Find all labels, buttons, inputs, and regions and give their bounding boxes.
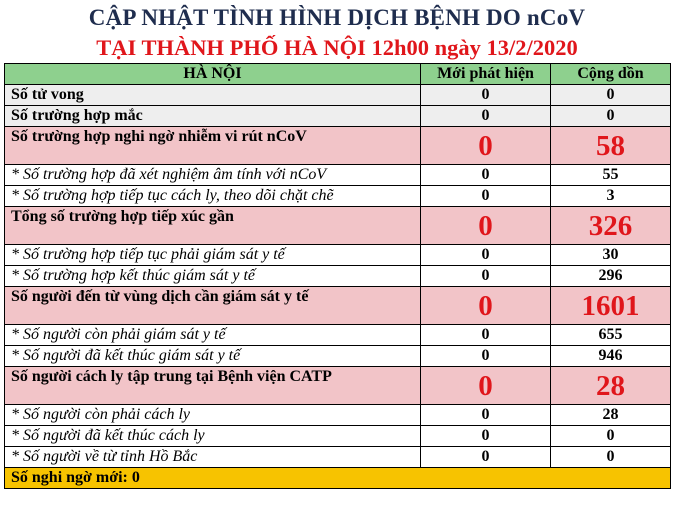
row-total: 655	[551, 325, 671, 346]
footer-row	[5, 468, 671, 489]
row-label: Số người đến từ vùng dịch cần giám sát y tế	[5, 287, 421, 325]
row-label: * Số người đã kết thúc giám sát y tế	[5, 346, 421, 367]
row-label: * Số trường hợp đã xét nghiệm âm tính với nCoV	[5, 165, 421, 186]
row-total: 0	[551, 85, 671, 106]
row-total: 58	[551, 127, 671, 165]
row-new: 0	[421, 245, 551, 266]
table-row	[5, 325, 671, 346]
row-label: * Số người về từ tỉnh Hồ Bắc	[5, 447, 421, 468]
report-title: CẬP NHẬT TÌNH HÌNH DỊCH BỆNH DO nCoV	[88, 5, 586, 30]
row-label: * Số trường hợp tiếp tục cách ly, theo dõi chặt chẽ	[5, 186, 421, 207]
table-row	[5, 405, 671, 426]
row-new: 0	[421, 186, 551, 207]
row-total: 946	[551, 346, 671, 367]
new-suspected-count: Số nghi ngờ mới: 0	[5, 468, 671, 489]
row-new: 0	[421, 325, 551, 346]
table-row	[5, 426, 671, 447]
row-new: 0	[421, 106, 551, 127]
row-new: 0	[421, 266, 551, 287]
row-new: 0	[421, 405, 551, 426]
row-total: 28	[551, 367, 671, 405]
row-new: 0	[421, 165, 551, 186]
row-label: * Số trường hợp kết thúc giám sát y tế	[5, 266, 421, 287]
row-total: 0	[551, 447, 671, 468]
row-label: Số trường hợp nghi ngờ nhiễm vi rút nCoV	[5, 127, 421, 165]
row-label: Số người cách ly tập trung tại Bệnh viện CATP	[5, 367, 421, 405]
statistics-table	[4, 63, 671, 489]
table-row	[5, 106, 671, 127]
table-row	[5, 85, 671, 106]
row-new: 0	[421, 287, 551, 325]
row-new: 0	[421, 207, 551, 245]
table-row	[5, 165, 671, 186]
row-label: * Số người còn phải giám sát y tế	[5, 325, 421, 346]
table-row	[5, 346, 671, 367]
report-subtitle: TẠI THÀNH PHỐ HÀ NỘI 12h00 ngày 13/2/2020	[96, 35, 578, 60]
row-new: 0	[421, 447, 551, 468]
row-total: 326	[551, 207, 671, 245]
row-total: 3	[551, 186, 671, 207]
row-new: 0	[421, 85, 551, 106]
row-label: Số trường hợp mắc	[5, 106, 421, 127]
table-header-row	[5, 64, 671, 85]
header-cumulative: Cộng dồn	[551, 64, 671, 85]
row-new: 0	[421, 127, 551, 165]
row-total: 30	[551, 245, 671, 266]
table-row	[5, 447, 671, 468]
row-total: 296	[551, 266, 671, 287]
row-total: 0	[551, 426, 671, 447]
row-label: * Số người đã kết thúc cách ly	[5, 426, 421, 447]
row-total: 55	[551, 165, 671, 186]
row-total: 1601	[551, 287, 671, 325]
row-label: Số tử vong	[5, 85, 421, 106]
row-total: 0	[551, 106, 671, 127]
row-new: 0	[421, 346, 551, 367]
row-label: * Số trường hợp tiếp tục phải giám sát y tế	[5, 245, 421, 266]
table-row	[5, 186, 671, 207]
row-label: Tổng số trường hợp tiếp xúc gần	[5, 207, 421, 245]
table-row	[5, 266, 671, 287]
header-new: Mới phát hiện	[421, 64, 551, 85]
table-row	[5, 245, 671, 266]
table-row-highlight	[5, 207, 671, 245]
row-label: * Số người còn phải cách ly	[5, 405, 421, 426]
header-region: HÀ NỘI	[5, 64, 421, 85]
table-row-highlight	[5, 287, 671, 325]
row-new: 0	[421, 367, 551, 405]
row-total: 28	[551, 405, 671, 426]
table-row-highlight	[5, 367, 671, 405]
table-row-highlight	[5, 127, 671, 165]
row-new: 0	[421, 426, 551, 447]
